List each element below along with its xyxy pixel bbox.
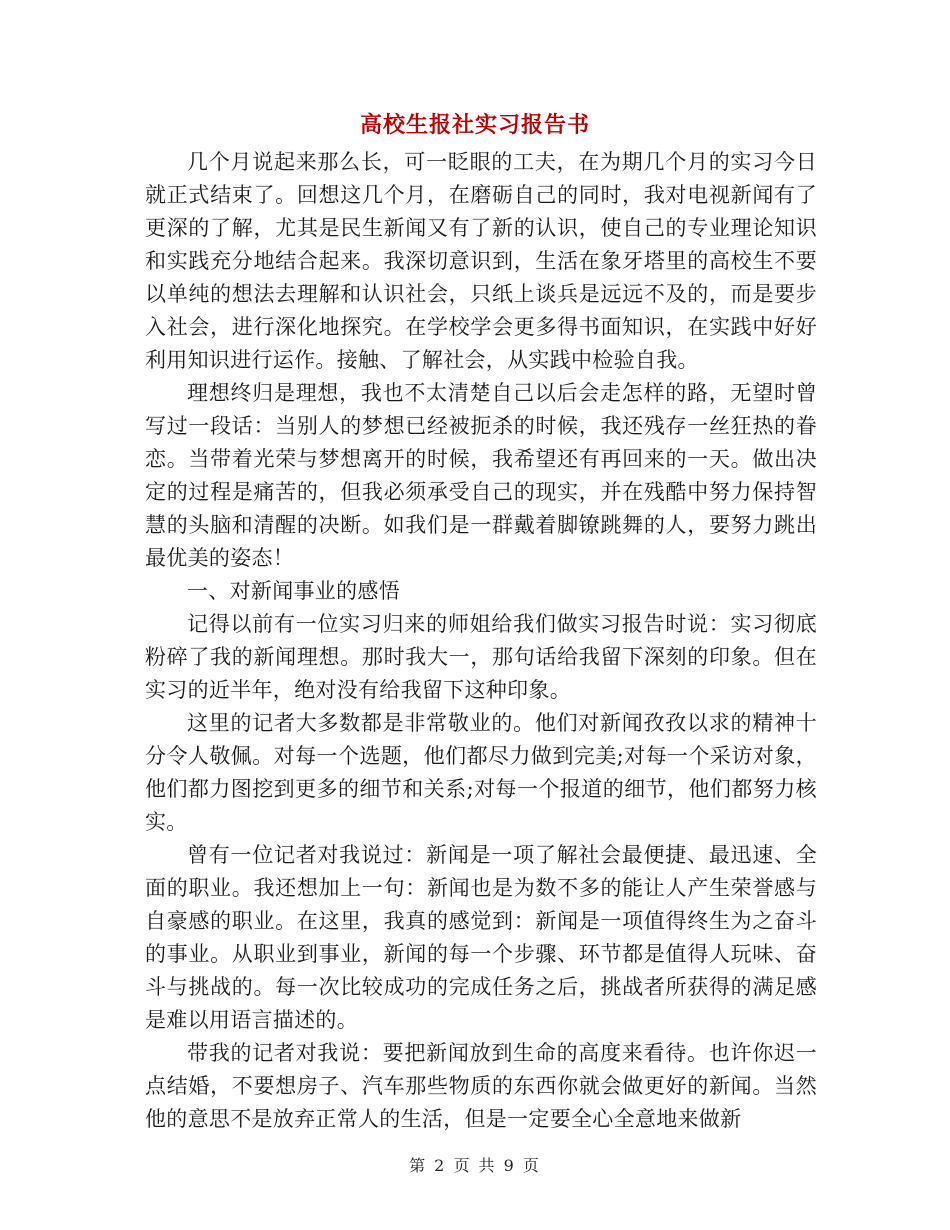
paragraph-1: 几个月说起来那么长，可一眨眼的工夫，在为期几个月的实习今日就正式结束了。回想这几个月，在磨砺自己的同时，我对电视新闻有了更深的了解，尤其是民生新闻又有了新的认识，使自己的专业理论知识和实践充分地结合起来。我深切意识到，生活在象牙塔里的高校生不要以单纯的想法去理解和认识社会，只纸上谈兵是远远不及的，而是要步入社会，进行深化地探究。在学校学会更多得书面知识，在实践中好好利用知识进行运作。接触、了解社会，从实践中检验自我。 <box>145 150 817 372</box>
paragraph-6: 带我的记者对我说：要把新闻放到生命的高度来看待。也许你迟一点结婚，不要想房子、汽车那些物质的东西你就会做更好的新闻。当然他的意思不是放弃正常人的生活，但是一定要全心全意地来做新 <box>145 1041 817 1131</box>
paragraph-4: 这里的记者大多数都是非常敬业的。他们对新闻孜孜以求的精神十分令人敬佩。对每一个选题，他们都尽力做到完美;对每一个采访对象，他们都力图挖到更多的细节和关系;对每一个报道的细节，他们都努力核实。 <box>145 711 817 834</box>
paragraph-5: 曾有一位记者对我说过：新闻是一项了解社会最便捷、最迅速、全面的职业。我还想加上一句：新闻也是为数不多的能让人产生荣誉感与自豪感的职业。在这里，我真的感觉到：新闻是一项值得终生为之奋斗的事业。从职业到事业，新闻的每一个步骤、环节都是值得人玩味、奋斗与挑战的。每一次比较成功的完成任务之后，挑战者所获得的满足感是难以用语言描述的。 <box>145 843 817 1032</box>
document-title: 高校生报社实习报告书 <box>359 112 590 138</box>
document-body <box>145 146 817 1136</box>
section-heading: 一、对新闻事业的感悟 <box>187 579 400 603</box>
paragraph-3: 记得以前有一位实习归来的师姐给我们做实习报告时说：实习彻底粉碎了我的新闻理想。那时我大一，那句话给我留下深刻的印象。但在实习的近半年，绝对没有给我留下这种印象。 <box>145 612 817 702</box>
paragraph-2: 理想终归是理想，我也不太清楚自己以后会走怎样的路，无望时曾写过一段话：当别人的梦想已经被扼杀的时候，我还残存一丝狂热的眷恋。当带着光荣与梦想离开的时候，我希望还有再回来的一天。做出决定的过程是痛苦的，但我必须承受自己的现实，并在残酷中努力保持智慧的头脑和清醒的决断。如我们是一群戴着脚镣跳舞的人，要努力跳出最优美的姿态！ <box>145 381 817 570</box>
page-number: 第 2 页 共 9 页 <box>409 1156 541 1175</box>
